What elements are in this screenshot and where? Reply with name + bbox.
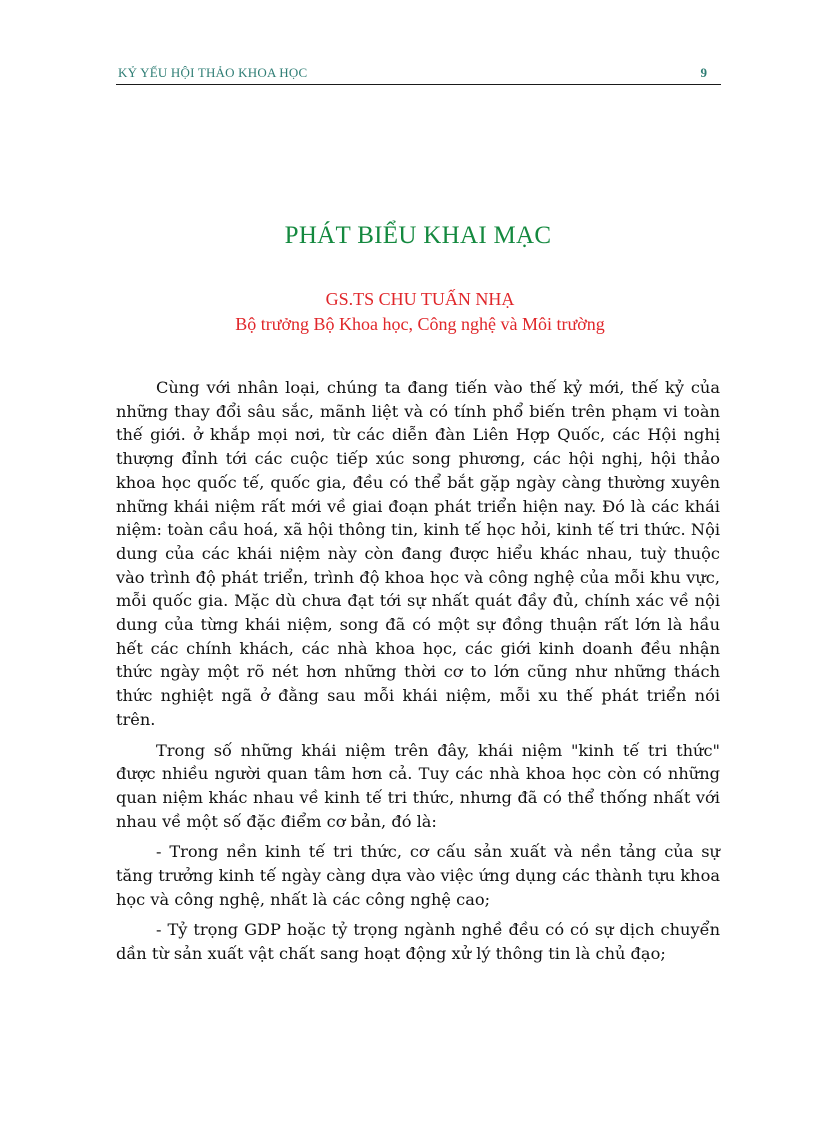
paragraph: Trong số những khái niệm trên đây, khái niệm "kinh tế tri thức" được nhiều người quan tâm hơn cả. Tuy các nhà khoa học còn có những quan niệm khác nhau về kinh tế tri thức, nhưng đã có thể thống nhất với nhau về một số đặc điểm cơ bản, đó là: <box>116 740 720 831</box>
paragraph: - Tỷ trọng GDP hoặc tỷ trọng ngành nghề đều có có sự dịch chuyển dần từ sản xuất vật chất sang hoạt động xử lý thông tin là chủ đạo; <box>116 920 720 964</box>
paragraph: - Trong nền kinh tế tri thức, cơ cấu sản xuất và nền tảng của sự tăng trưởng kinh tế ngày càng dựa vào việc ứng dụng các thành tựu khoa học và công nghệ, nhất là các công nghệ cao; <box>116 842 720 909</box>
author-role: Bộ trưởng Bộ Khoa học, Công nghệ và Môi trường <box>235 314 605 334</box>
page-number: 9 <box>700 65 707 80</box>
running-header <box>116 62 721 85</box>
author-name: GS.TS CHU TUẤN NHẠ <box>325 289 515 309</box>
document-title: PHÁT BIỂU KHAI MẠC <box>284 222 552 249</box>
paragraph: Cùng với nhân loại, chúng ta đang tiến vào thế kỷ mới, thế kỷ của những thay đổi sâu sắc, mãnh liệt và có tính phổ biến trên phạm vi toàn thế giới. ở khắp mọi nơi, từ các diễn đàn Liên Hợp Quốc, các Hội nghị thượng đỉnh tới các cuộc tiếp xúc song phương, các hội nghị, hội thảo khoa học quốc tế, quốc gia, đều có thể bắt gặp ngày càng thường xuyên những khái niệm rất mới về giai đoạn phát triển hiện nay. Đó là các khái niệm: toàn cầu hoá, xã hội thông tin, kinh tế học hỏi, kinh tế tri thức. Nội dung của các khái niệm này còn đang được hiểu khác nhau, tuỳ thuộc vào trình độ phát triển, trình độ khoa học và công nghệ của mỗi khu vực, mỗi quốc gia. Mặc dù chưa đạt tới sự nhất quát đầy đủ, chính xác về nội dung của từng khái niệm, song đã có một sự đồng thuận rất lớn là hầu hết các chính khách, các nhà khoa học, các giới kinh doanh đều nhận thức ngày một rõ nét hơn những thời cơ to lớn cũng như những thách thức nghiệt ngã ở đằng sau mỗi khái niệm, mỗi xu thế phát triển nói trên. <box>116 378 720 729</box>
running-title: KỶ YẾU HỘI THẢO KHOA HỌC <box>118 65 308 80</box>
body-text <box>116 376 720 973</box>
